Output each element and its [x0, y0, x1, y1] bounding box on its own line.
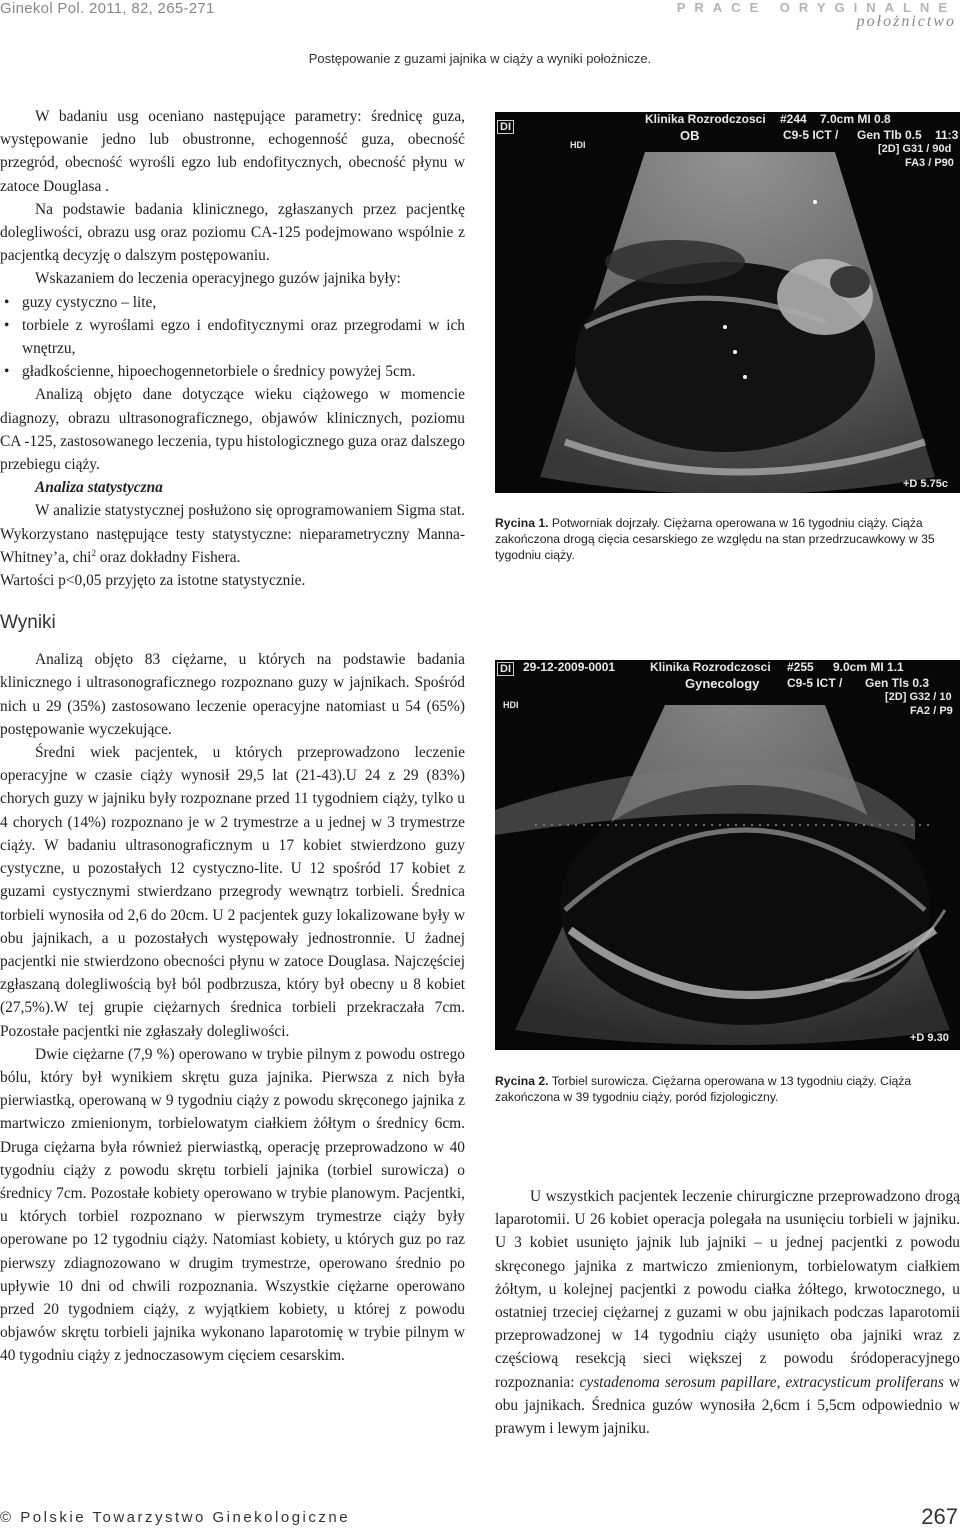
statistics-text-end: oraz dokładny Fishera. — [95, 548, 241, 566]
histology-term: cystadenoma serosum papillare, extracysticum proliferans — [579, 1373, 944, 1391]
us-measurement: +D 9.30 — [910, 1032, 949, 1044]
paragraph-surgery — [495, 1185, 960, 1440]
ultrasound-image-2 — [495, 660, 960, 1050]
section-label-field: położnictwo — [856, 13, 956, 30]
figure-2-caption — [495, 1073, 960, 1105]
paragraph-results-3: Dwie ciężarne (7,9 %) operowano w trybie pilnym z powodu ostrego bólu, który był wynikiem skrętu guza jajnika. Pierwsza z nich była pierwiastką, operowaną w 9 tygodniu ciąży z powodu skręconego jajnika z martwiczo zmienionym, torbielowatym ciałkiem żółtym o średnicy 6cm. Druga ciężarna była również pierwiastką, operację przeprowadzono w 40 tygodniu ciąży z powodu skrętu torbieli jajnika (torbiel surowicza) o średnicy 7cm. Pozostałe kobiety operowano w trybie planowym. Pacjentki, u których torbiel rozpoznano w pierwszym trymestrze ciąży były operowane po 12 tygodniu ciąży. Natomiast kobiety, u których guz po raz pierwszy zdiagnozowano w drugim trymestrze, operowano średnio po upływie 10 dni od chwili rozpoznania. Wszystkie ciężarne operowano przed 20 tygodniem ciąży, z wyjątkiem kobiety, u której z powodu objawów skrętu torbieli jajnika wykonano laparotomię w trybie pilnym w 40 tygodniu ciąży z jednoczasowym cięciem cesarskim. — [0, 1045, 465, 1365]
paragraph-analysis-scope: Analizą objęto dane dotyczące wieku ciążowego w momencie diagnozy, obrazu ultrasonograficznego, objawów klinicznych, poziomu CA -125, zastosowanego leczenia, typu histologicznego guza oraz dalszego przebiegu ciąży. — [0, 386, 465, 474]
footer-copyright: © Polskie Towarzystwo Ginekologiczne — [0, 1509, 351, 1526]
paragraph-decision: Na podstawie badania klinicznego, zgłaszanych przez pacjentkę dolegliwości, obrazu usg oraz poziomu CA-125 podejmowano wspólnie z pacjentką decyzję o dalszym postępowaniu. — [0, 200, 465, 265]
us-hdi-logo: HDI — [570, 140, 586, 150]
surgery-text: U wszystkich pacjentek leczenie chirurgiczne przeprowadzono drogą laparotomii. U 26 kobiet operacja polegała na usunięciu torbieli w jajniku. U 3 kobiet usunięto jajnik lub jajniki – u jednej pacjentki z powodu skręconego jajnika z martwiczo zmienionym, torbielowatym ciałkiem żółtym, u kolejnej pacjentki z powodu ciałka żółtego, krwotocznego, u ostatniej trzeciej ciężarnej z guzami w obu jajnikach podczas laparotomii przeprowadzonej w 14 tygodniu ciąży usunięto oba jajniki wraz z częściową resekcją sieci większej z powodu śródoperacyjnego rozpoznania: — [495, 1188, 960, 1391]
us-hdi-logo: HDI — [503, 700, 519, 710]
us-mode: OB — [680, 128, 700, 143]
statistics-text: W analizie statystycznej posłużono się oprogramowaniem Sigma stat. Wykorzystano następujące testy statystyczne: nieparametryczny Manna-Whitney’a, chi — [0, 502, 465, 566]
superscript: 2 — [91, 547, 96, 558]
us-gain: [2D] G31 / 90d — [878, 143, 952, 155]
running-title: Postępowanie z guzami jajnika w ciąży a wyniki położnicze. — [308, 51, 652, 66]
indications-list — [0, 291, 465, 384]
caption-text: Potworniak dojrzały. Ciężarna operowana w 16 tygodniu ciąży. Ciąża zakończona drogą cięcia cesarskiego ze względu na stan przedrzucawkowy w 35 tygodniu ciąży. — [495, 516, 935, 562]
surgery-text-end: w obu jajnikach. Średnica guzów wynosiła 2,6cm i 5,5cm odpowiednio w prawym i lewym jajniku. — [495, 1373, 960, 1438]
list-item-text: torbiele z wyroślami egzo i endofitycznymi oraz przegrodami w ich wnętrzu, — [22, 316, 465, 358]
us-fa: FA3 / P90 — [905, 157, 954, 169]
bullet-icon: • — [4, 363, 10, 381]
list-item — [0, 291, 465, 314]
paragraph-results-1: Analizą objęto 83 ciężarne, u których na podstawie badania klinicznego i ultrasonograficznego rozpoznano guzy w jajnikach. Spośród nich u 29 (35%) zastosowano leczenie operacyjne natomiast u 54 (65%) postępowanie wyczekujące. — [0, 651, 465, 738]
us-gain: [2D] G32 / 10 — [885, 691, 952, 703]
right-column — [495, 1185, 960, 1440]
us-probe: C9-5 ICT / — [787, 676, 843, 690]
us-probe: C9-5 ICT / — [783, 128, 839, 142]
us-num: #255 — [787, 660, 814, 674]
ultrasound-image-1 — [495, 112, 960, 493]
section-label — [677, 0, 956, 31]
list-item-text: gładkościenne, hipoechogennetorbiele o średnicy powyżej 5cm. — [22, 363, 416, 381]
caption-label: Rycina 1. — [495, 516, 549, 530]
bullet-icon: • — [4, 316, 10, 334]
us-clinic: Klinika Rozrodczosci — [645, 112, 766, 126]
statistics-heading: Analiza statystyczna — [35, 479, 163, 497]
paragraph-results-2: Średni wiek pacjentek, u których przeprowadzono leczenie operacyjne w czasie ciąży wynosił 29,5 lat (21-43).U 24 z 29 (83%) chorych guzy w jajniku były rozpoznane przed 11 tygodniem ciąży, tylko u 4 chorych (14%) rozpoznano je w 2 trymestrze a u jednej w 3 trymestrze ciąży. W badaniu ultrasonograficznym u 17 kobiet stwierdzono guzy cystyczne, u pozostałych 12 cystyczno-lite. U 12 spośród 17 kobiet z guzami cystycznymi stwierdzano przegrody wewnątrz torbieli. Średnica torbieli wynosiła od 2,6 do 20cm. U 2 pacjentek guzy lokalizowane były w obu jajnikach, a u pozostałych występowały jednostronnie. U żadnej pacjentki nie stwierdzono obecności płynu w zatoce Douglasa. Najczęściej zgłaszaną dolegliwością był ból podbrzusza, który był obecny u 8 kobiet (27,5%).W tej grupie ciężarnych średnica torbieli przekraczała 7cm. Pozostałe pacjentki nie zgłaszały dolegliwości. — [0, 744, 465, 1040]
us-date: 29-12-2009-0001 — [523, 660, 616, 674]
caption-text: Torbiel surowicza. Ciężarna operowana w 13 tygodniu ciąży. Ciąża zakończona w 39 tygodniu ciąży, poród fizjologiczny. — [495, 1074, 912, 1104]
figure-2-ultrasound — [495, 660, 960, 1050]
bullet-icon: • — [4, 293, 10, 311]
us-depth: 7.0cm MI 0.8 — [820, 112, 891, 126]
paragraph-significance: Wartości p<0,05 przyjęto za istotne statystycznie. — [0, 572, 306, 590]
us-depth: 9.0cm MI 1.1 — [833, 660, 904, 674]
us-gen: Gen Tls 0.3 — [865, 676, 930, 690]
us-di: DI — [497, 662, 514, 676]
results-heading: Wyniki — [0, 612, 56, 634]
us-di: DI — [497, 120, 514, 134]
page-number: 267 — [921, 1504, 958, 1529]
us-fa: FA2 / P9 — [910, 705, 953, 717]
us-measurement: +D 5.75c — [903, 478, 948, 490]
paragraph-usg-parameters: W badaniu usg oceniano następujące parametry: średnicę guza, występowanie jedno lub obustronne, echogenność guza, obecność przegród, obecność wyrośli egzo lub endofitycznych, obecność płynu w zatoce Douglasa . — [0, 108, 465, 195]
caption-label: Rycina 2. — [495, 1074, 549, 1088]
paragraph-statistics — [0, 499, 465, 569]
us-mode: Gynecology — [685, 676, 760, 691]
list-item — [0, 314, 465, 360]
list-item-text: guzy cystyczno – lite, — [22, 293, 157, 311]
section-label-type: PRACE ORYGINALNE — [676, 0, 956, 15]
us-time: 11:3 — [935, 128, 959, 142]
figure-1-ultrasound — [495, 112, 960, 493]
us-clinic: Klinika Rozrodczosci — [650, 660, 771, 674]
paragraph-indications: Wskazaniem do leczenia operacyjnego guzów jajnika były: — [35, 270, 401, 288]
left-column — [0, 105, 465, 1368]
journal-citation: Ginekol Pol. 2011, 82, 265-271 — [0, 0, 215, 17]
us-gen: Gen Tlb 0.5 — [857, 128, 922, 142]
figure-1-caption — [495, 515, 960, 563]
list-item — [0, 360, 465, 383]
us-num: #244 — [780, 112, 807, 126]
